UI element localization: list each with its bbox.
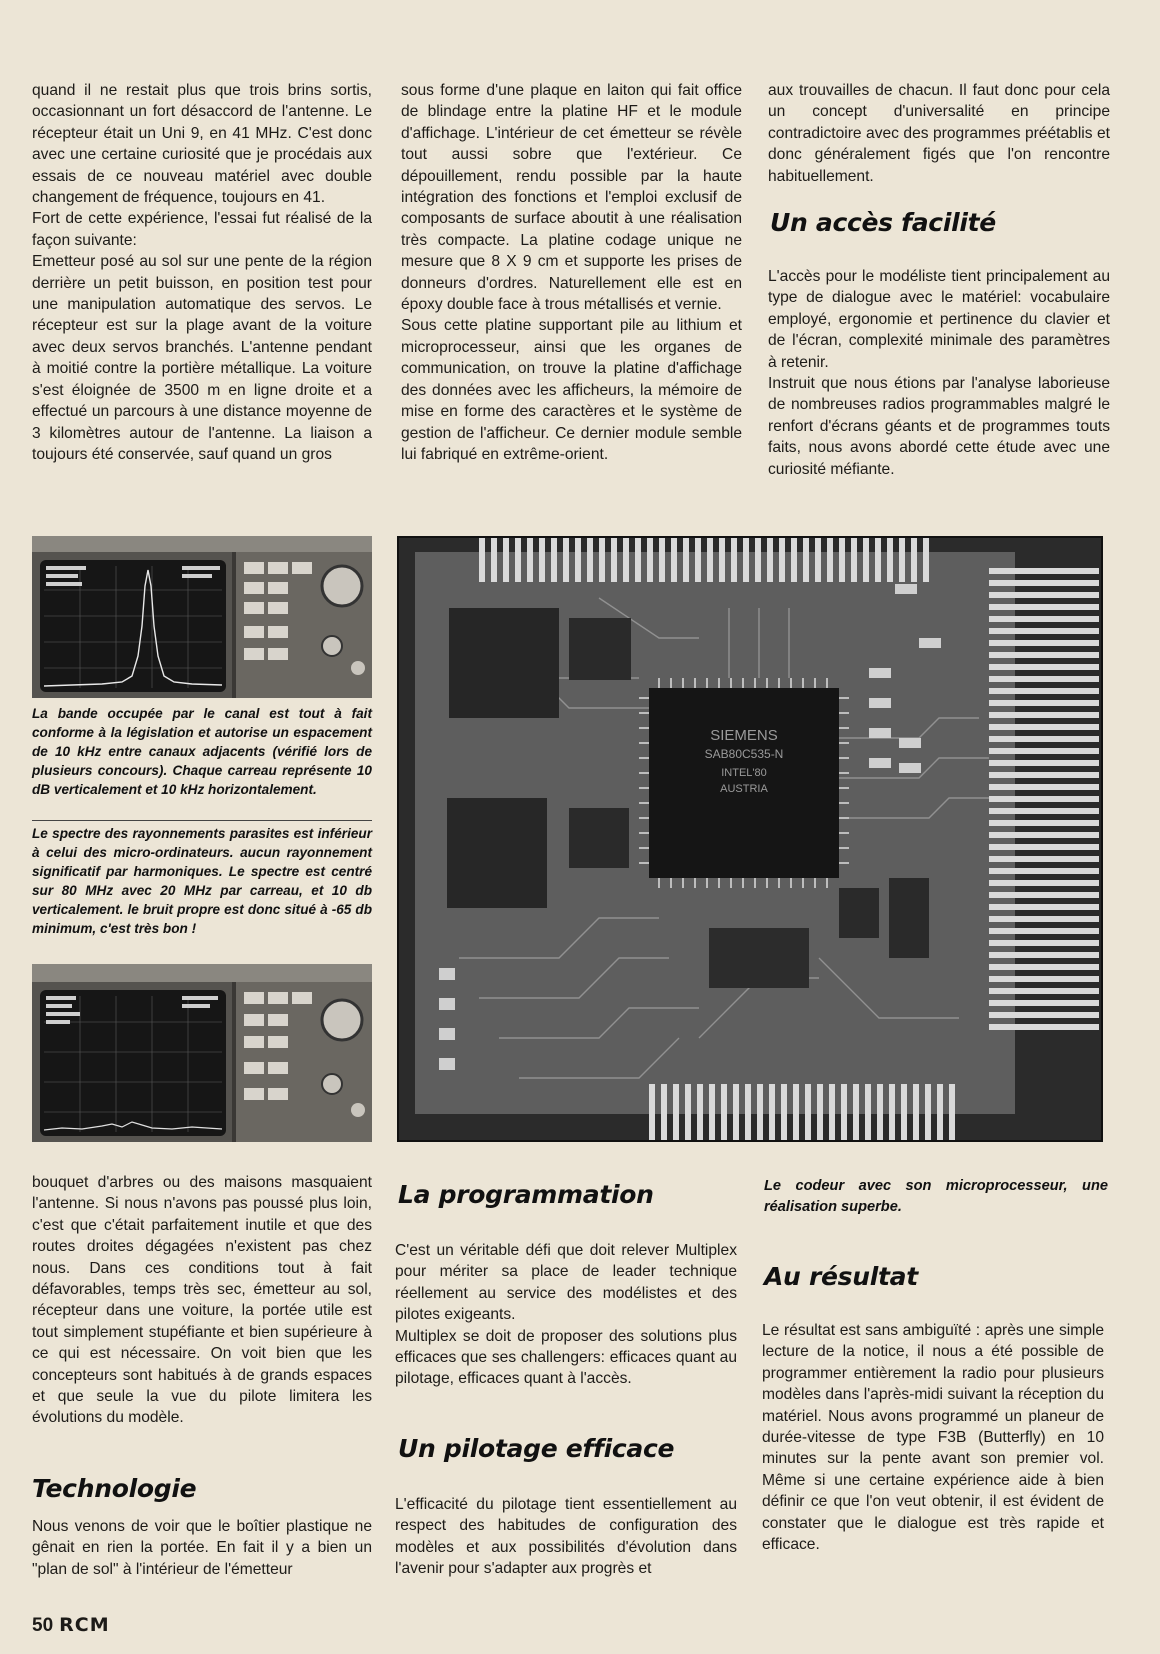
section-heading: Au résultat <box>764 1262 918 1291</box>
chip-label-origin: AUSTRIA <box>720 783 768 795</box>
bottom-middle-column <box>395 1240 737 1390</box>
paragraph: L'accès pour le modéliste tient principalement au type de dialogue avec le matériel: vocabulaire employé, ergonomie et pertinence du clavier et de l'écran, complexité minimale des paramètres à retenir. <box>768 268 1110 371</box>
paragraph: Le résultat est sans ambiguïté : après une simple lecture de la notice, il nous a été possible de programmer entièrement la radio pour plusieurs modèles dans l'après-midi suivant la réception du matériel. Nous avons programmé un planeur de durée-vitesse de type F3B (Butterfly) en 10 minutes sur la pente avant son premier vol. Même si une certaine expérience aide à bien définir ce que l'on veut obtenir, il est évident de constater que le dialogue est très rapide et efficace. <box>762 1322 1104 1554</box>
chip-label-model: SAB80C535-N <box>704 747 784 761</box>
spectrum-photo-2 <box>32 964 372 1142</box>
top-right-column-cont <box>768 266 1110 480</box>
caption-divider <box>32 820 372 821</box>
bottom-middle-column-cont <box>395 1494 737 1580</box>
bottom-left-column <box>32 1172 372 1429</box>
paragraph: quand il ne restait plus que trois brins sortis, occasionnant un fort désaccord de l'antenne. Le récepteur était un Uni 9, en 41 MHz. C'est donc avec une certaine curiosité que je procédais aux essais de ce nouveau matériel avec double changement de fréquence, toujours en 41. <box>32 82 372 207</box>
paragraph: Nous venons de voir que le boîtier plastique ne gênait en rien la portée. En fait il y a bien un "plan de sol" à l'intérieur de l'émetteur <box>32 1518 372 1578</box>
chip-label-copyright: INTEL'80 <box>721 767 767 779</box>
paragraph: sous forme d'une plaque en laiton qui fait office de blindage entre la platine HF et le module d'affichage. L'intérieur de cet émetteur se révèle tout aussi sobre que l'extérieur. Ce dépouillement, rendu possible par la haute intégration des fonctions et l'emploi exclusif de composants de surface aboutit à une réalisation très compacte. La platine codage unique ne mesure que 8 X 9 cm et supporte les prises de donneurs d'ordres. Naturellement elle est en époxy double face à trous métallisés et vernie. <box>401 82 742 314</box>
paragraph: Sous cette platine supportant pile au lithium et microprocesseur, ainsi que les organes de communication, on trouve la platine d'affichage des données avec les afficheurs, la mémoire de mise en forme des caractères et le système de gestion de l'afficheur. Ce dernier module semble lui fabriqué en extrême-orient. <box>401 317 742 463</box>
paragraph: Multiplex se doit de proposer des solutions plus efficaces que ses challengers: efficaces quant au pilotage, efficaces quant à l'accès. <box>395 1327 737 1388</box>
spectrum-photo-1 <box>32 536 372 698</box>
top-left-column <box>32 80 372 465</box>
paragraph: Emetteur posé au sol sur une pente de la région derrière un petit buisson, en position test pour une manipulation automatique des servos. Le récepteur est sur la plage avant de la voiture avec deux servos branchés. L'antenne pendant à moitié contre la portière métallique. La voiture s'est éloignée de 3500 m en ligne droite et a effectué un parcours à une distance moyenne de 3 kilomètres autour de l'antenne. La liaison a toujours été conservée, sauf quand un gros <box>32 253 372 463</box>
page-footer <box>32 1614 110 1637</box>
magazine-name: RCM <box>59 1614 110 1636</box>
paragraph: aux trouvailles de chacun. Il faut donc pour cela un concept d'universalité en principe contradictoire avec des programmes préétablis et donc généralement figés que l'on rencontre habituellement. <box>768 82 1110 185</box>
paragraph: C'est un véritable défi que doit relever Multiplex pour mériter sa place de leader technique réellement au service des modélistes et des pilotes exigeants. <box>395 1242 737 1324</box>
section-heading: La programmation <box>398 1180 654 1209</box>
circuit-board-photo <box>397 536 1103 1142</box>
paragraph: bouquet d'arbres ou des maisons masquaient l'antenne. Si nous n'avons pas poussé plus loin, c'est que c'était parfaitement inutile et que des routes droites dégagées n'existent pas chez nous. Dans ces conditions tout à fait défavorables, temps très sec, émetteur au sol, récepteur dans une voiture, la portée utile est tout simplement stupéfiante et bien supérieure à ce qui est nécessaire. On voit bien que les concepteurs sont habitués à de grands espaces et que seule la vue du pilote limitera les évolutions du modèle. <box>32 1174 372 1427</box>
bottom-right-column <box>762 1320 1104 1555</box>
spectrum-caption-1: La bande occupée par le canal est tout à fait conforme à la législation et autorise un espacement de 10 kHz entre canaux adjacents (vérifié lors de plusieurs concours). Chaque carreau représente 10 dB verticalement et 10 kHz horizontalement. <box>32 706 372 797</box>
section-heading: Technologie <box>32 1474 197 1503</box>
section-heading: Un accès facilité <box>770 208 996 237</box>
spectrum-caption-2: Le spectre des rayonnements parasites est inférieur à celui des micro-ordinateurs. aucun rayonnement significatif par harmoniques. Le spectre est centré sur 80 MHz avec 20 MHz par carreau, et 10 db verticalement. le bruit propre est donc situé à -65 db minimum, c'est très bon ! <box>32 826 372 936</box>
top-right-column <box>768 80 1110 187</box>
top-middle-column <box>401 80 742 465</box>
section-heading: Un pilotage efficace <box>398 1434 675 1463</box>
chip-label-brand: SIEMENS <box>710 727 778 744</box>
board-caption: Le codeur avec son microprocesseur, une réalisation superbe. <box>764 1178 1108 1215</box>
paragraph: L'efficacité du pilotage tient essentiellement au respect des habitudes de configuration des modèles et aux possibilités d'évolution dans l'avenir pour s'adapter aux progrès et <box>395 1496 737 1578</box>
page-number: 50 <box>32 1615 54 1636</box>
bottom-left-column-cont <box>32 1516 372 1580</box>
paragraph: Instruit que nous étions par l'analyse laborieuse de nombreuses radios programmables malgré le renfort d'écrans géants et de programmes touts faits, nous avons abordé cette étude avec une curiosité méfiante. <box>768 375 1110 478</box>
paragraph: Fort de cette expérience, l'essai fut réalisé de la façon suivante: <box>32 210 372 249</box>
